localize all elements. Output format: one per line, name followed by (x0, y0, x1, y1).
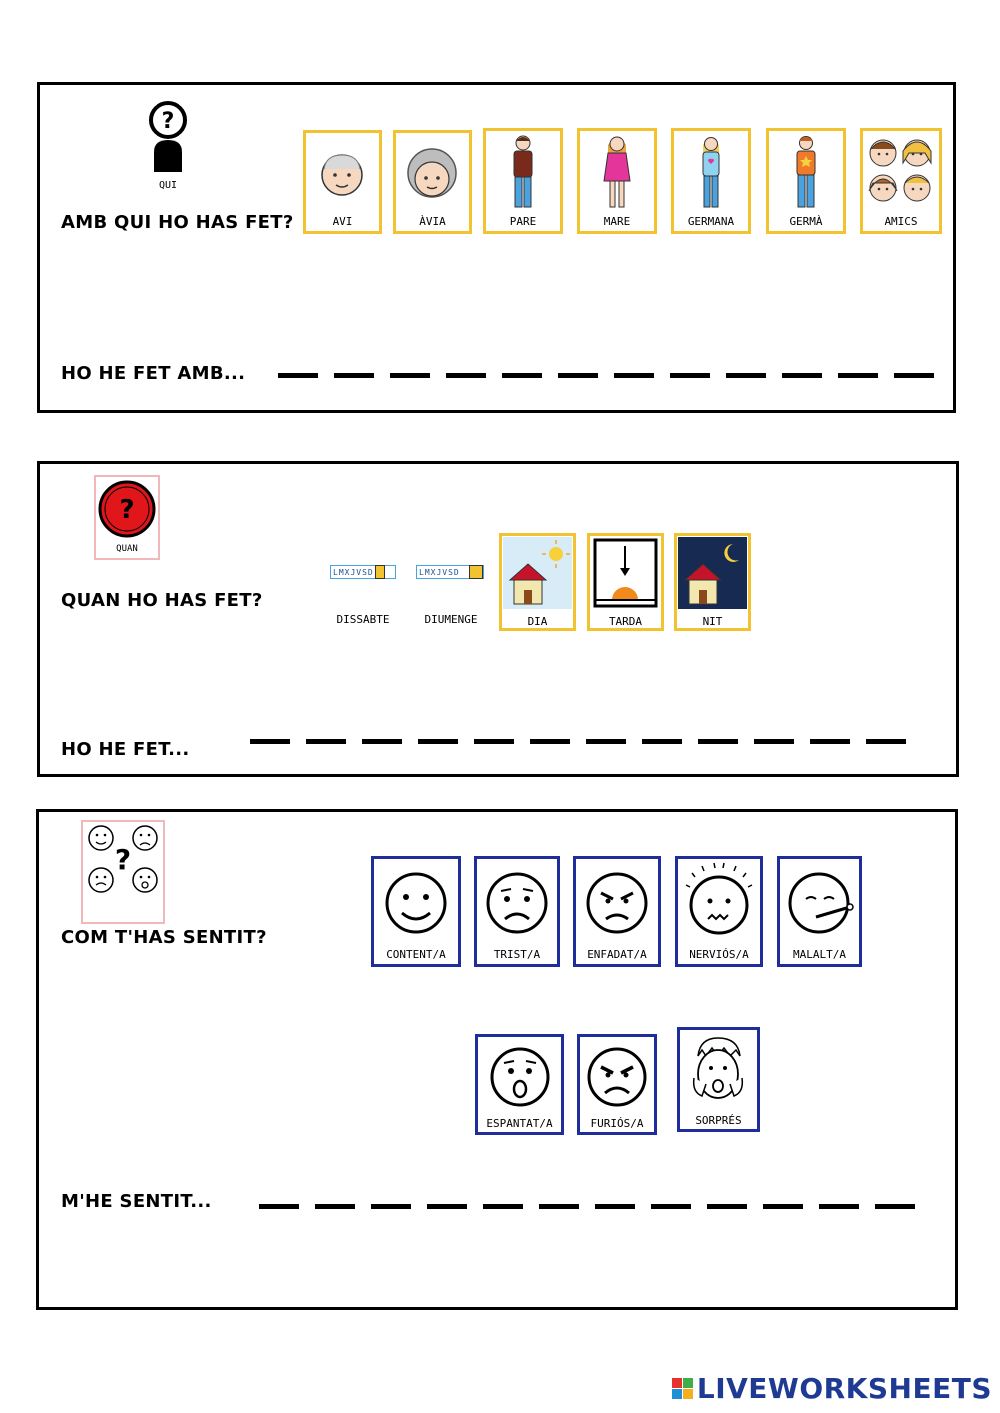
svg-text:?: ? (119, 495, 135, 525)
when-answer-line[interactable] (250, 739, 906, 744)
card-label: ÀVIA (419, 215, 446, 228)
week-strip-dissabte[interactable] (330, 565, 396, 579)
week-strip-diumenge[interactable] (416, 565, 484, 579)
card-label: NERVIÓS/A (689, 948, 749, 961)
card-label: TARDA (608, 615, 643, 628)
card-enfadat[interactable] (573, 856, 661, 967)
brand-name: LIVEWORKSHEETS (696, 1372, 992, 1405)
liveworksheets-logo-icon (672, 1378, 693, 1399)
card-content[interactable] (371, 856, 461, 967)
clock-question-icon (94, 475, 160, 560)
card-sorpres[interactable] (677, 1027, 760, 1132)
card-label: TRIST/A (493, 948, 541, 961)
who-question-icon (146, 100, 190, 190)
card-label: SORPRÉS (695, 1114, 742, 1127)
card-espantat[interactable] (475, 1034, 564, 1135)
card-dia[interactable] (499, 533, 576, 631)
card-label: NIT (702, 615, 723, 628)
card-label: GERMANA (687, 215, 735, 228)
feel-question: COM T'HAS SENTIT? (61, 927, 267, 948)
card-label: DIA (527, 615, 548, 628)
feel-answer-line[interactable] (259, 1204, 915, 1209)
svg-text:?: ? (161, 109, 175, 134)
card-mare[interactable] (577, 128, 657, 234)
card-label: ESPANTAT/A (486, 1117, 553, 1130)
week-strip-letters: LMXJVSD (333, 567, 374, 577)
card-label: MALALT/A (793, 948, 846, 961)
card-germa[interactable] (766, 128, 846, 234)
card-label: CONTENT/A (386, 948, 446, 961)
week-strip-highlight (375, 565, 385, 579)
card-tarda[interactable] (587, 533, 664, 631)
week-strip-highlight (469, 565, 483, 579)
when-question: QUAN HO HAS FET? (61, 590, 263, 611)
who-question: AMB QUI HO HAS FET? (61, 212, 294, 233)
when-answer-prompt: HO HE FET... (61, 739, 190, 760)
card-malalt[interactable] (777, 856, 862, 967)
card-avi[interactable] (303, 130, 382, 234)
card-pare[interactable] (483, 128, 563, 234)
card-germana[interactable] (671, 128, 751, 234)
who-icon-label: QUI (158, 180, 178, 191)
day-label-dissabte: DISSABTE (336, 613, 390, 626)
liveworksheets-brand[interactable] (672, 1372, 992, 1405)
week-strip-letters: LMXJVSD (419, 567, 460, 577)
feel-answer-prompt: M'HE SENTIT... (61, 1191, 212, 1212)
card-label: AMICS (884, 215, 918, 228)
section-when (37, 461, 959, 777)
card-furios[interactable] (577, 1034, 657, 1135)
card-label: AVI (332, 215, 353, 228)
svg-text:?: ? (114, 843, 132, 876)
card-label: FURIÓS/A (590, 1117, 644, 1130)
card-nit[interactable] (674, 533, 751, 631)
card-trist[interactable] (474, 856, 560, 967)
card-avia[interactable] (393, 130, 472, 234)
card-label: ENFADAT/A (587, 948, 647, 961)
card-label: MARE (603, 215, 631, 228)
feelings-question-icon (81, 820, 165, 924)
who-answer-prompt: HO HE FET AMB... (61, 363, 246, 384)
clock-icon-label: QUAN (116, 544, 138, 554)
card-label: PARE (509, 215, 537, 228)
card-amics[interactable] (860, 128, 942, 234)
card-nervios[interactable] (675, 856, 763, 967)
card-label: GERMÀ (789, 215, 823, 228)
who-answer-line[interactable] (278, 373, 934, 378)
day-label-diumenge: DIUMENGE (424, 613, 478, 626)
